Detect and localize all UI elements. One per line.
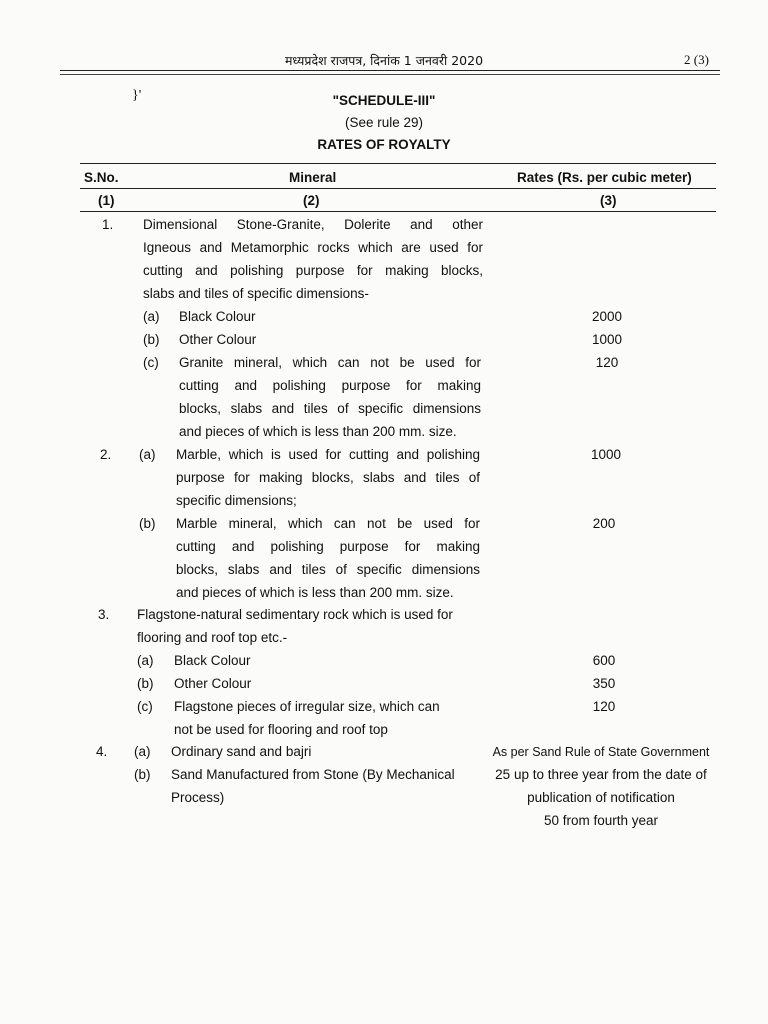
item-3c-rate: 120	[592, 699, 616, 714]
item-4-sno: 4.	[96, 744, 108, 759]
item-2a-label: (a)	[139, 447, 156, 462]
item-2b-label: (b)	[139, 516, 156, 531]
table-subheader-rule	[80, 211, 716, 212]
col-header-sno: S.No.	[84, 170, 119, 185]
col-num-sno: (1)	[98, 193, 115, 208]
item-1-line: cutting and polishing purpose for making blocks,	[143, 263, 483, 278]
item-1b-text: Other Colour	[179, 332, 257, 347]
see-rule: (See rule 29)	[344, 115, 424, 130]
item-1c-label: (c)	[143, 355, 159, 370]
item-1c-line: Granite mineral, which can not be used for	[179, 355, 481, 370]
item-4b-rate-line: 25 up to three year from the date of	[495, 767, 707, 782]
item-4b-line: Process)	[171, 790, 225, 805]
item-1c-line: blocks, slabs and tiles of specific dimensions	[179, 401, 481, 416]
item-4b-line: Sand Manufactured from Stone (By Mechanical	[171, 767, 455, 782]
item-1c-line: and pieces of which is less than 200 mm. size.	[179, 424, 457, 439]
item-2a-rate: 1000	[590, 447, 622, 462]
item-2b-rate: 200	[592, 516, 616, 531]
item-3a-rate: 600	[592, 653, 616, 668]
item-2b-line: cutting and polishing purpose for making	[176, 539, 480, 554]
item-3c-label: (c)	[137, 699, 153, 714]
item-1b-label: (b)	[143, 332, 160, 347]
table-header-rule	[80, 188, 716, 189]
item-3-sno: 3.	[98, 607, 110, 622]
item-3b-label: (b)	[137, 676, 154, 691]
item-3b-rate: 350	[592, 676, 616, 691]
item-3b-text: Other Colour	[174, 676, 252, 691]
item-3a-label: (a)	[137, 653, 154, 668]
item-2b-line: Marble mineral, which can not be used for	[176, 516, 480, 531]
col-num-mineral: (2)	[303, 193, 320, 208]
gazette-header: मध्यप्रदेश राजपत्र, दिनांक 1 जनवरी 2020	[284, 53, 484, 68]
item-2a-line: Marble, which is used for cutting and polishing	[176, 447, 480, 462]
item-1a-text: Black Colour	[179, 309, 256, 324]
item-4b-rate-line: publication of notification	[527, 790, 675, 805]
item-1-sno: 1.	[102, 217, 114, 232]
item-4a-rate: As per Sand Rule of State Government	[492, 745, 710, 759]
item-3c-line: Flagstone pieces of irregular size, which can	[174, 699, 440, 714]
royalty-heading: RATES OF ROYALTY	[317, 137, 451, 152]
item-4b-label: (b)	[134, 767, 151, 782]
item-1b-rate: 1000	[591, 332, 623, 347]
col-num-rates: (3)	[600, 193, 617, 208]
item-3-line: flooring and roof top etc.-	[137, 630, 288, 645]
item-1c-rate: 120	[595, 355, 619, 370]
item-3c-line: not be used for flooring and roof top	[174, 722, 388, 737]
item-1-line: Dimensional Stone-Granite, Dolerite and other	[143, 217, 483, 232]
item-4b-rate-line: 50 from fourth year	[543, 813, 659, 828]
item-1-line: slabs and tiles of specific dimensions-	[143, 286, 369, 301]
header-rule-secondary	[60, 74, 720, 75]
item-2b-line: blocks, slabs and tiles of specific dimensions	[176, 562, 480, 577]
item-4a-label: (a)	[134, 744, 151, 759]
header-rule	[60, 70, 720, 71]
col-header-mineral: Mineral	[289, 170, 337, 185]
item-1a-rate: 2000	[591, 309, 623, 324]
item-2-sno: 2.	[100, 447, 112, 462]
page-number: 2 (3)	[684, 52, 709, 67]
item-1-line: Igneous and Metamorphic rocks which are used for	[143, 240, 483, 255]
item-1a-label: (a)	[143, 309, 160, 324]
item-2b-line: and pieces of which is less than 200 mm. size.	[176, 585, 454, 600]
item-1c-line: cutting and polishing purpose for making	[179, 378, 481, 393]
item-3a-text: Black Colour	[174, 653, 251, 668]
table-top-rule	[80, 163, 716, 164]
col-header-rates: Rates (Rs. per cubic meter)	[517, 170, 692, 185]
item-2a-line: specific dimensions;	[176, 493, 297, 508]
item-4a-text: Ordinary sand and bajri	[171, 744, 312, 759]
item-3-line: Flagstone-natural sedimentary rock which is used for	[137, 607, 453, 622]
item-2a-line: purpose for making blocks, slabs and tiles of	[176, 470, 480, 485]
margin-mark: }'	[132, 88, 142, 103]
schedule-title: "SCHEDULE-III"	[332, 93, 436, 108]
